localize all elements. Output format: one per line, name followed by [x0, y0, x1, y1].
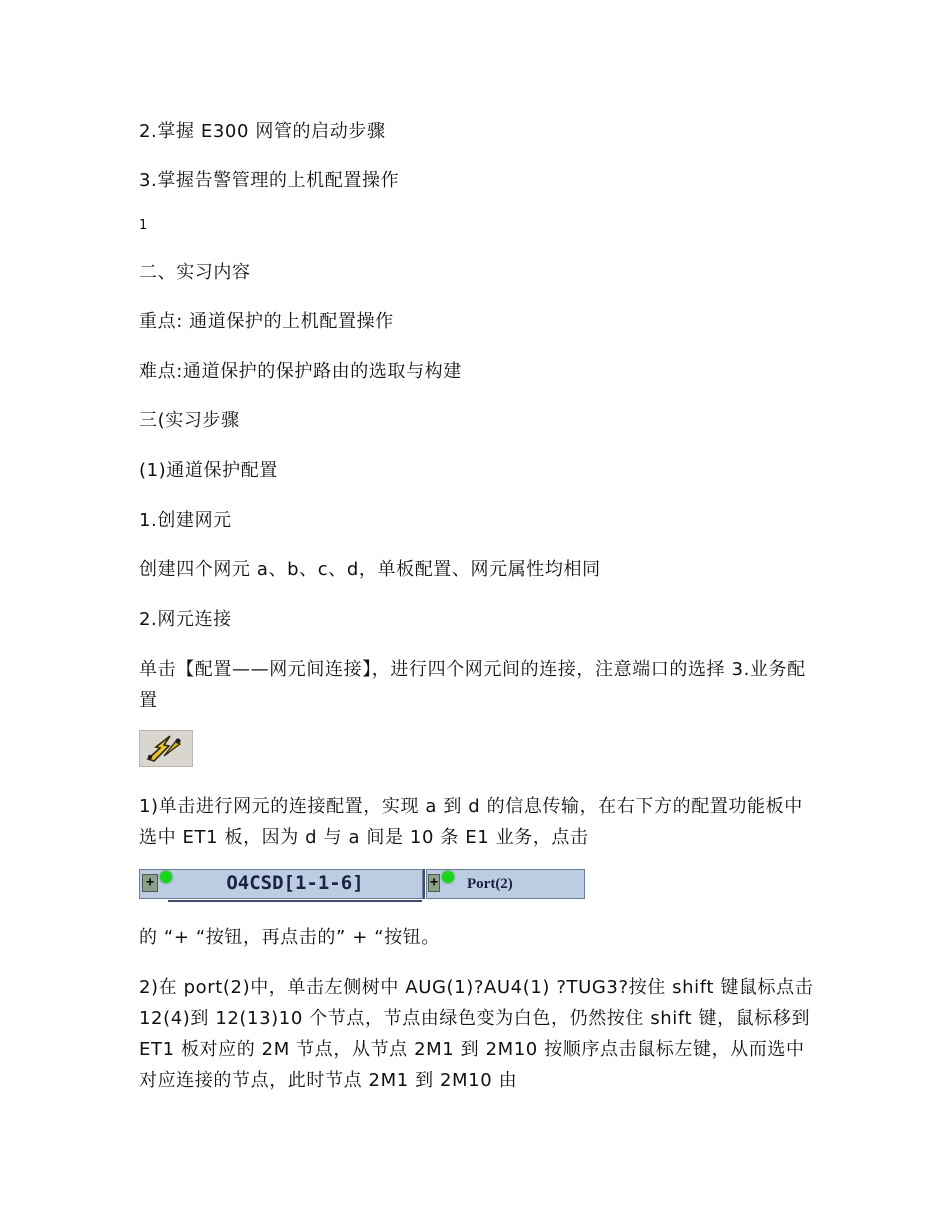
lightning-icon	[140, 731, 192, 766]
board-button-o4csd[interactable]	[139, 869, 423, 899]
text-line: 的 “+ “按钮，再点击的” + “按钮。	[139, 927, 440, 948]
section-heading: 三(实习步骤	[139, 410, 240, 431]
step-heading: 1.创建网元	[139, 510, 232, 531]
text-line: 重点: 通道保护的上机配置操作	[139, 311, 394, 332]
text-line: 2.掌握 E300 网管的启动步骤	[139, 121, 386, 142]
status-led-icon	[442, 871, 454, 883]
paragraph: 单击【配置——网元间连接】，进行四个网元间的连接，注意端口的选择 3.业务配置	[139, 659, 806, 711]
board-label: O4CSD[1-1-6]	[168, 870, 422, 902]
expand-plus-button[interactable]: +	[142, 874, 158, 892]
step-heading: 2.网元连接	[139, 609, 232, 630]
divider	[423, 869, 425, 899]
text-line: 3.掌握告警管理的上机配置操作	[139, 170, 400, 191]
paragraph: 2)在 port(2)中，单击左侧树中 AUG(1)?AU4(1) ?TUG3?按住 shift 键鼠标点击 12(4)到 12(13)10 个节点，节点由绿色变为白色，仍然按住 shift 键，鼠标移到 ET1 板对应的 2M 节点，从节点 2M1 到 2M10 按顺序点击鼠标左键，从而选中对应连接的节点，此时节点 2M1 到 2M10 由	[139, 977, 814, 1091]
expand-plus-button[interactable]: +	[428, 874, 440, 892]
port-label: Port(2)	[467, 876, 513, 892]
paragraph: 1)单击进行网元的连接配置，实现 a 到 d 的信息传输，在右下方的配置功能板中选中 ET1 板，因为 d 与 a 间是 10 条 E1 业务，点击	[139, 796, 803, 848]
page-number: 1	[139, 218, 148, 233]
network-connect-icon[interactable]	[139, 730, 193, 767]
text-line: 难点:通道保护的保护路由的选取与构建	[139, 361, 462, 382]
subsection-heading: (1)通道保护配置	[139, 460, 278, 481]
section-heading: 二、实习内容	[139, 262, 251, 283]
text-line: 创建四个网元 a、b、c、d，单板配置、网元属性均相同	[139, 559, 601, 580]
port-button-port2[interactable]	[426, 869, 585, 899]
